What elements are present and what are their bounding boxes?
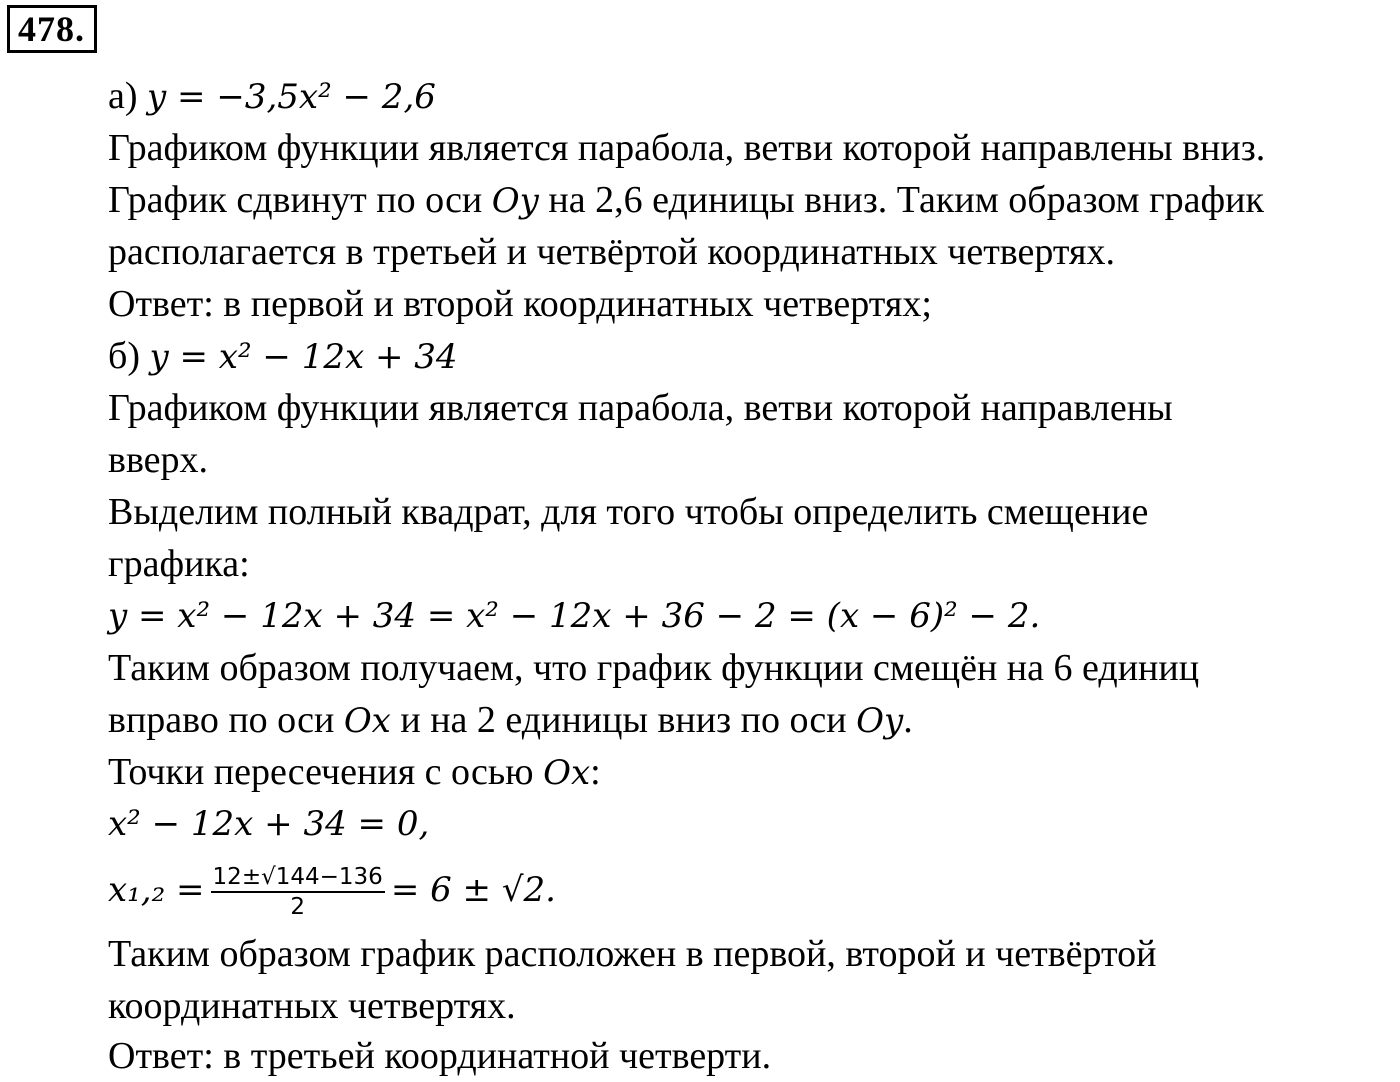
part-a-answer: Ответ: в первой и второй координатных четвертях; (108, 283, 932, 325)
roots-numerator: 12±√144−136 (211, 863, 385, 893)
part-a-text-2-pre: График сдвинут по оси (108, 179, 492, 221)
part-b-text-2b: графика: (108, 543, 250, 585)
part-b-text-5 (108, 746, 601, 799)
part-a-header (108, 70, 436, 123)
part-b-text-2: Выделим полный квадрат, для того чтобы определить смещение (108, 491, 1149, 533)
roots-rhs: = 6 ± √2. (390, 870, 556, 910)
part-b-label: б) (108, 335, 150, 377)
part-b-text-4-mid: и на 2 единицы вниз по оси (390, 699, 857, 741)
part-b-answer: Ответ: в третьей координатной четверти. (108, 1035, 772, 1077)
part-b-header (108, 330, 458, 383)
part-b-text-5-post: : (590, 751, 601, 793)
part-b-text-4-post: . (903, 699, 913, 741)
roots-formula (108, 850, 556, 929)
completed-square-formula: y = x² − 12x + 34 = x² − 12x + 36 − 2 = (x − 6)² − 2. (108, 596, 1041, 636)
part-b-text-1b: вверх. (108, 439, 209, 481)
axis-oy-b: Oy (856, 701, 904, 741)
part-b-text-3: Таким образом получаем, что график функции смещён на 6 единиц (108, 647, 1200, 689)
part-a-text-3: располагается в третьей и четвёртой координатных четвертях. (108, 231, 1115, 273)
axis-ox-b: Ox (543, 753, 591, 793)
part-a-formula: y = −3,5x² − 2,6 (147, 77, 436, 117)
part-a-text-2 (108, 174, 1264, 227)
roots-lhs: x₁,₂ = (108, 870, 205, 910)
problem-number: 478. (7, 5, 97, 53)
part-b-text-6: Таким образом график расположен в первой, второй и четвёртой (108, 933, 1157, 975)
quadratic-equation: x² − 12x + 34 = 0, (108, 804, 430, 844)
part-b-text-4 (108, 694, 913, 747)
part-b-text-1: Графиком функции является парабола, ветви которой направлены (108, 387, 1173, 429)
part-b-text-4-pre: вправо по оси (108, 699, 344, 741)
roots-fraction (211, 863, 385, 921)
part-b-formula: y = x² − 12x + 34 (149, 337, 458, 377)
part-b-text-7: координатных четвертях. (108, 985, 516, 1027)
roots-denominator: 2 (290, 894, 305, 921)
part-a-label: а) (108, 75, 148, 117)
part-a-text-1: Графиком функции является парабола, ветви которой направлены вниз. (108, 127, 1266, 169)
axis-oy: Oy (491, 181, 539, 221)
part-a-text-2-post: на 2,6 единицы вниз. Таким образом график (538, 179, 1264, 221)
part-b-text-5-pre: Точки пересечения с осью (108, 751, 544, 793)
axis-ox: Ox (343, 701, 391, 741)
